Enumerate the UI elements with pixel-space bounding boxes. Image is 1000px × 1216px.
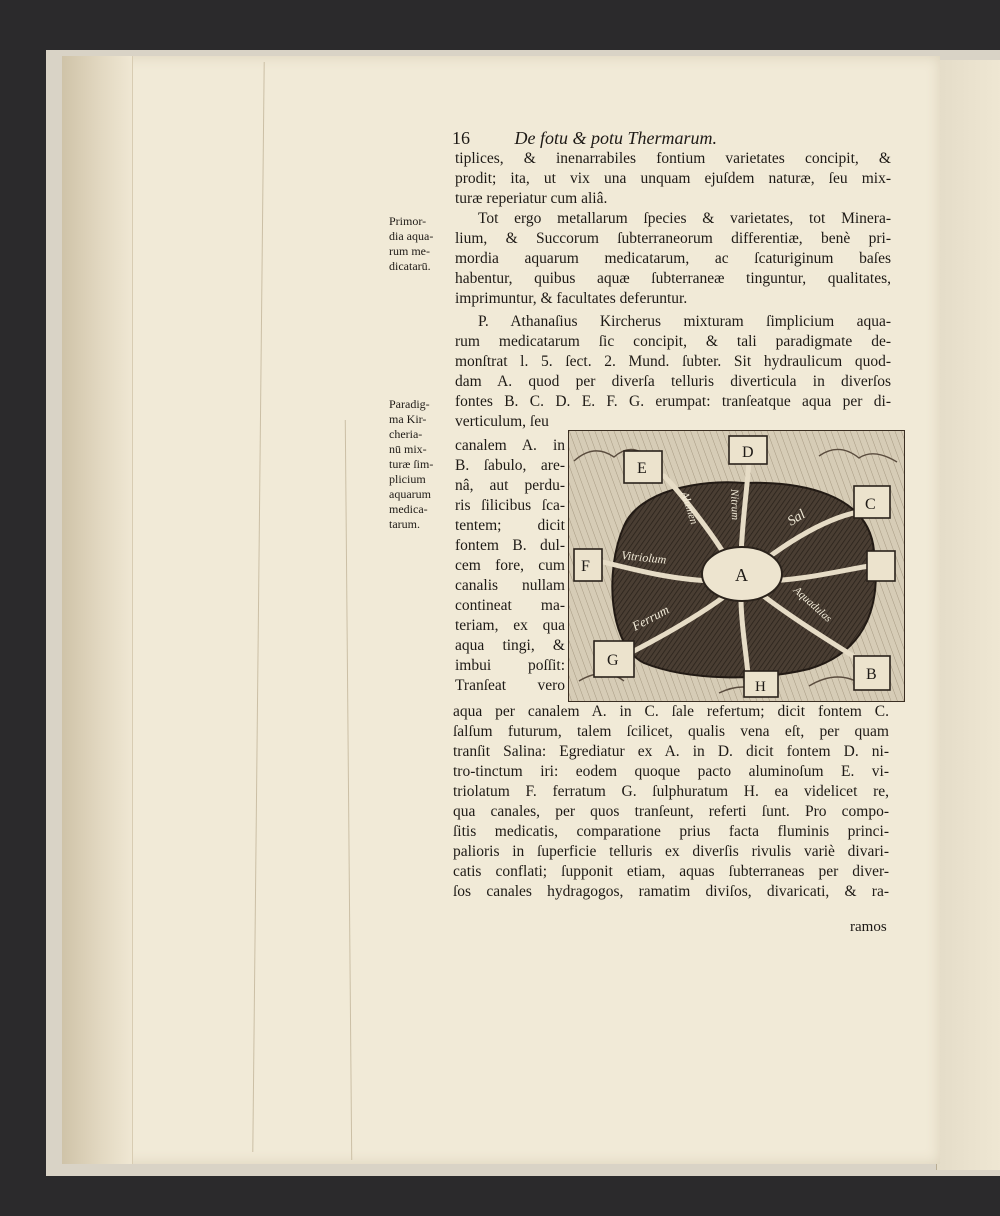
body-line: B. ſabulo, are-: [455, 457, 565, 474]
body-line: prodit; ita, ut vix una unquam ejuſdem naturæ, ſeu mix-: [455, 170, 891, 187]
figure-fountain-label-f: F: [581, 558, 590, 575]
marginal-note-line: ma Kir-: [389, 412, 427, 426]
catchword: ramos: [850, 919, 887, 935]
body-line: dam A. quod per diverſa telluris diverticula in diverſos: [455, 373, 891, 390]
figure-channel-label-nitrum: Nitrum: [728, 488, 742, 521]
figure-channel-label-aquadulas: Aquadulas: [790, 584, 834, 625]
body-line: fontem B. dul-: [455, 537, 565, 554]
body-line: ſalſum futurum, talem ſcilicet, qualis vena eſt, per quam: [453, 723, 889, 740]
body-line: qua canales, per quos tranſeunt, referti ſunt. Pro compo-: [453, 803, 889, 820]
body-line: lium, & Succorum ſubterraneorum differentiæ, benè pri-: [455, 230, 891, 247]
page-number: 16: [452, 128, 470, 148]
body-line: rum medicatarum ſic concipit, & tali paradigmate de-: [455, 333, 891, 350]
running-head: [452, 127, 802, 149]
figure-channel-label-vitriolum: Vitriolum: [620, 548, 668, 567]
figure-center-label: A: [735, 565, 748, 585]
body-line: triolatum F. ferratum G. ſulphuratum H. ea videlicet re,: [453, 783, 889, 800]
figure-channel-label-alumen: Alumen: [678, 490, 700, 526]
body-line: aqua per canalem A. in C. ſale refertum; dicit fontem C.: [453, 703, 889, 720]
marginal-note-line: rum me-: [389, 244, 430, 258]
body-line: fontes B. C. D. E. F. G. erumpat: tranſeatque aqua per di-: [455, 393, 891, 410]
figure-fountain-label-b: B: [866, 666, 877, 683]
figure-fountain-label-c: C: [865, 496, 876, 513]
body-line: contineat ma-: [455, 597, 565, 614]
body-line: mordia aquarum medicatarum, ac ſcaturiginum baſes: [455, 250, 891, 267]
body-line: P. Athanaſius Kircherus mixturam ſimplicium aqua-: [478, 313, 891, 330]
marginal-note-primordia: [389, 214, 455, 274]
figure-fountain-label-h: H: [755, 679, 766, 695]
body-line: tiplices, & inenarrabiles fontium varietates concipit, &: [455, 150, 891, 167]
marginal-note-line: cheria-: [389, 427, 423, 441]
marginal-note-line: Primor-: [389, 214, 427, 228]
body-line: verticulum, ſeu: [455, 413, 549, 430]
running-title: De fotu & potu Thermarum.: [514, 128, 717, 148]
marginal-note-line: turæ ſim-: [389, 457, 434, 471]
marginal-note-line: dia aqua-: [389, 229, 434, 243]
figure-fountain-label-d: D: [742, 444, 754, 461]
body-line: catis conflati; ſupponit etiam, aquas ſubterraneas per diver-: [453, 863, 889, 880]
marginal-note-line: tarum.: [389, 517, 420, 531]
body-line: ris ſilicibus ſca-: [455, 497, 565, 514]
body-line: aqua tingi, &: [455, 637, 565, 654]
body-line: monſtrat l. 5. ſect. 2. Mund. ſubter. Sit hydraulicum quod-: [455, 353, 891, 370]
body-line: Tranſeat vero: [455, 677, 565, 694]
body-line: canalem A. in: [455, 437, 565, 454]
page-gutter-binding: [62, 56, 133, 1164]
body-line: turæ reperiatur cum aliâ.: [455, 190, 608, 207]
marginal-note-line: Paradig-: [389, 397, 430, 411]
body-line: tentem; dicit: [455, 517, 565, 534]
figure-channel-label-sal: Sal: [785, 507, 809, 530]
body-line: palioris in ſuperficie telluris ex diverſis rivulis variè divari-: [453, 843, 889, 860]
marginal-note-line: medica-: [389, 502, 428, 516]
figure-channel-label-ferrum: Ferrum: [629, 601, 672, 634]
body-line: canalis nullam: [455, 577, 565, 594]
marginal-note-line: nū mix-: [389, 442, 427, 456]
body-line: ſos canales hydragogos, ramatim diviſos, divaricati, & ra-: [453, 883, 889, 900]
body-line: ſitis medicatis, comparatione prius facta fluminis princi-: [453, 823, 889, 840]
body-line: nâ, aut perdu-: [455, 477, 565, 494]
body-line: cem fore, cum: [455, 557, 565, 574]
marginal-note-line: dicatarū.: [389, 259, 431, 273]
body-line: habentur, quibus aquæ ſubterraneæ tinguntur, qualitates,: [455, 270, 891, 287]
body-line: Tot ergo metallarum ſpecies & varietates, tot Minera-: [478, 210, 891, 227]
body-line: tranſit Salina: Egrediatur ex A. in D. dicit fontem D. ni-: [453, 743, 889, 760]
marginal-note-line: plicium: [389, 472, 426, 486]
marginal-note-paradigma: [389, 397, 455, 532]
woodcut-figure: [568, 430, 905, 702]
adjacent-page-edge: [936, 60, 1000, 1170]
body-line: imprimuntur, & facultates deferuntur.: [455, 290, 688, 307]
figure-fountain-label-g: G: [607, 652, 619, 669]
figure-fountain-label-e: E: [637, 460, 647, 477]
body-line: imbui poſſit:: [455, 657, 565, 674]
body-line: tro-tinctum iri: eodem quoque pacto aluminoſum E. vi-: [453, 763, 889, 780]
body-line: teriam, ex qua: [455, 617, 565, 634]
marginal-note-line: aquarum: [389, 487, 431, 501]
